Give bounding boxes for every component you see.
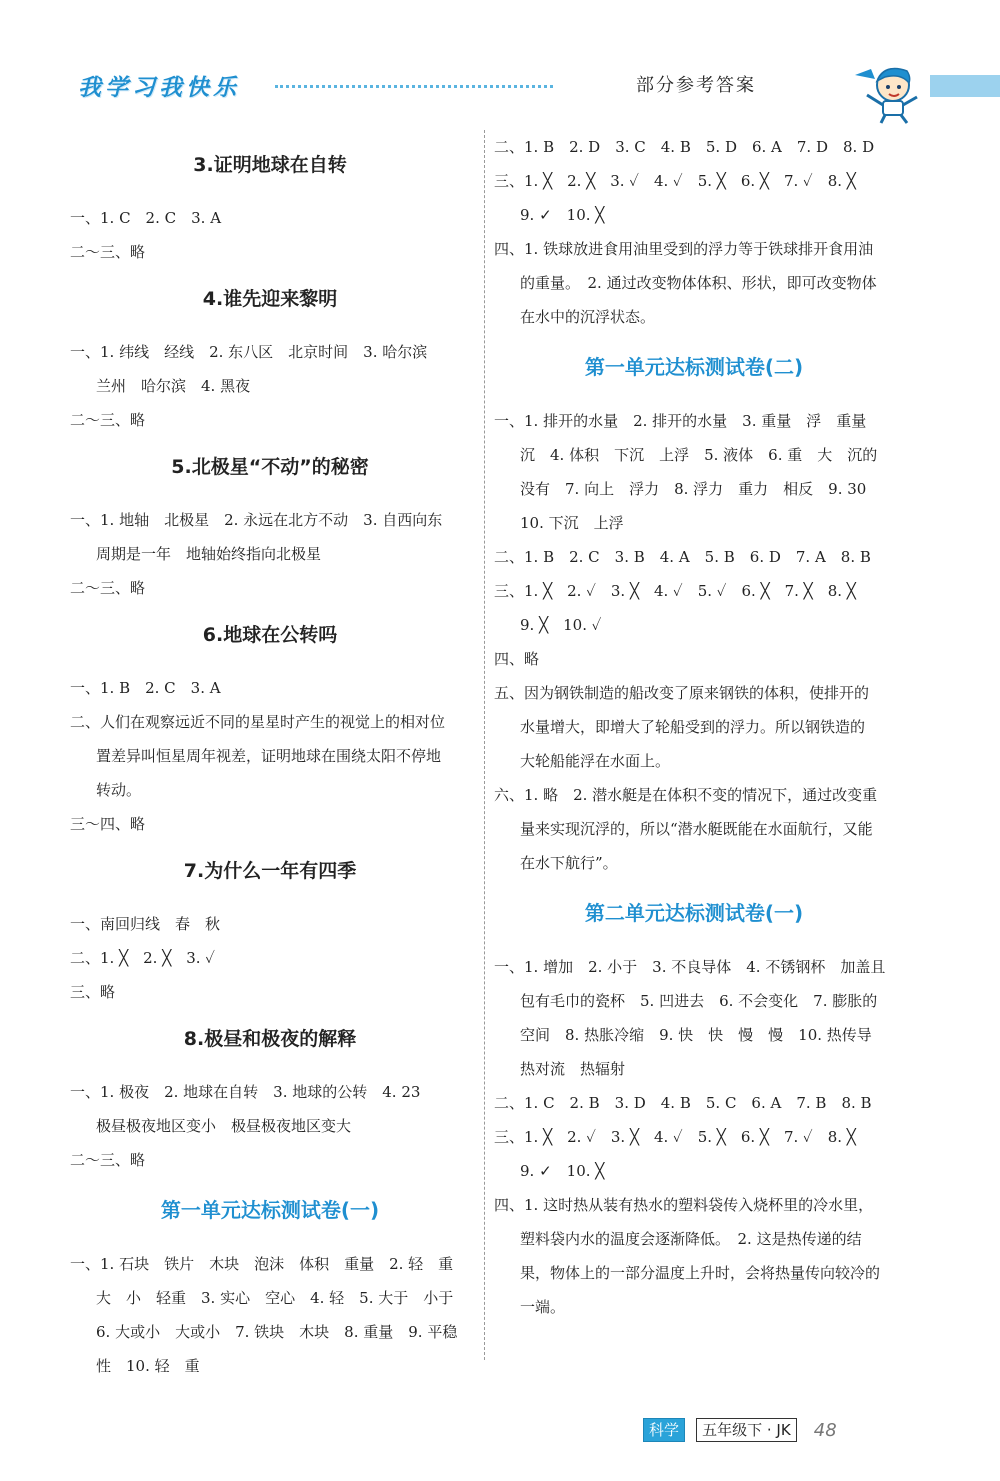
grade-badge: 五年级下 · JK <box>696 1418 797 1442</box>
answer-line: 二～三、略 <box>70 411 146 429</box>
answer-line-continued: 的重量。 2. 通过改变物体体积、形状，即可改变物体 <box>520 274 877 292</box>
header-title: 部分参考答案 <box>636 75 756 96</box>
answer-line: 四、1. 铁球放进食用油里受到的浮力等于铁球排开食用油 <box>494 240 874 258</box>
answer-line: 一、1. 极夜 2. 地球在自转 3. 地球的公转 4. 23 <box>70 1083 421 1101</box>
answer-line-continued: 没有 7. 向上 浮力 8. 浮力 重力 相反 9. 30 <box>520 480 867 498</box>
answer-line: 二～三、略 <box>70 1151 146 1169</box>
answer-line: 一、1. 纬线 经线 2. 东八区 北京时间 3. 哈尔滨 <box>70 343 428 361</box>
page-number: 48 <box>813 1419 837 1441</box>
lesson-heading: 8.极昼和极夜的解释 <box>183 1028 357 1050</box>
lesson-heading: 3.证明地球在自转 <box>193 154 347 176</box>
answer-line-continued: 空间 8. 热胀冷缩 9. 快 快 慢 慢 10. 热传导 <box>520 1026 872 1044</box>
page-footer <box>643 1418 837 1448</box>
answer-line-continued: 转动。 <box>96 781 142 799</box>
answer-line: 二、1. C 2. B 3. D 4. B 5. C 6. A 7. B 8. B <box>494 1094 872 1112</box>
answer-line: 三～四、略 <box>70 815 146 833</box>
left-column <box>70 135 470 1383</box>
lesson-heading: 5.北极星“不动”的秘密 <box>171 456 369 478</box>
unit-test-heading: 第一单元达标测试卷(二) <box>584 355 804 379</box>
answer-line-continued: 6. 大或小 大或小 7. 铁块 木块 8. 重量 9. 平稳 <box>96 1323 458 1341</box>
answer-line: 四、略 <box>494 650 540 668</box>
answer-line: 二、人们在观察远近不同的星星时产生的视觉上的相对位 <box>70 713 446 731</box>
lesson-heading: 7.为什么一年有四季 <box>183 860 357 882</box>
lesson-heading: 4.谁先迎来黎明 <box>202 288 338 310</box>
answer-line-continued: 在水中的沉浮状态。 <box>520 308 656 326</box>
answer-line-continued: 水量增大，即增大了轮船受到的浮力。所以钢铁造的 <box>520 718 866 736</box>
answer-line: 三、略 <box>70 983 116 1001</box>
right-column <box>494 130 894 1324</box>
lesson-heading: 6.地球在公转吗 <box>202 624 338 646</box>
answer-line: 一、1. 地轴 北极星 2. 永远在北方不动 3. 自西向东 <box>70 511 443 529</box>
answer-line: 二～三、略 <box>70 243 146 261</box>
answer-line-continued: 塑料袋内水的温度会逐渐降低。 2. 这是热传递的结 <box>520 1230 862 1248</box>
answer-line: 一、1. B 2. C 3. A <box>70 679 221 697</box>
unit-test-heading: 第二单元达标测试卷(一) <box>584 901 804 925</box>
answer-line: 六、1. 略 2. 潜水艇是在体积不变的情况下，通过改变重 <box>494 786 878 804</box>
answer-line-continued: 9. ✓ 10. ╳ <box>520 1162 605 1180</box>
answer-line-continued: 热对流 热辐射 <box>520 1060 626 1078</box>
answer-line-continued: 周期是一年 地轴始终指向北极星 <box>96 545 322 563</box>
answer-line: 一、1. 增加 2. 小于 3. 不良导体 4. 不锈钢杯 加盖且 <box>494 958 886 976</box>
answer-line: 一、南回归线 春 秋 <box>70 915 221 933</box>
subject-badge: 科学 <box>643 1418 685 1442</box>
answer-line-continued: 量来实现沉浮的，所以“潜水艇既能在水面航行，又能 <box>520 820 873 838</box>
answer-line-continued: 性 10. 轻 重 <box>96 1357 200 1375</box>
answer-line-continued: 沉 4. 体积 下沉 上浮 5. 液体 6. 重 大 沉的 <box>520 446 878 464</box>
answer-line-continued: 大轮船能浮在水面上。 <box>520 752 671 770</box>
answer-line: 二、1. B 2. C 3. B 4. A 5. B 6. D 7. A 8. B <box>494 548 871 566</box>
answer-line: 三、1. ╳ 2. ╳ 3. ✓ 4. ✓ 5. ╳ 6. ╳ 7. ✓ 8. ╳ <box>494 172 856 190</box>
answer-line: 二、1. B 2. D 3. C 4. B 5. D 6. A 7. D 8. D <box>494 138 875 156</box>
header-dotted-rule <box>275 85 553 92</box>
header-tab-bar <box>930 75 1000 97</box>
answer-line-continued: 包有毛巾的瓷杯 5. 凹进去 6. 不会变化 7. 膨胀的 <box>520 992 878 1010</box>
unit-test-heading: 第一单元达标测试卷(一) <box>160 1198 380 1222</box>
answer-line-continued: 9. ╳ 10. ✓ <box>520 616 602 634</box>
answer-line-continued: 兰州 哈尔滨 4. 黑夜 <box>96 377 251 395</box>
answer-line-continued: 极昼极夜地区变小 极昼极夜地区变大 <box>96 1117 352 1135</box>
answer-line: 二～三、略 <box>70 579 146 597</box>
answer-line-continued: 果，物体上的一部分温度上升时，会将热量传向较冷的 <box>520 1264 881 1282</box>
answer-line: 四、1. 这时热从装有热水的塑料袋传入烧杯里的冷水里， <box>494 1196 874 1214</box>
answer-line: 五、因为钢铁制造的船改变了原来钢铁的体积，使排开的 <box>494 684 870 702</box>
answer-line-continued: 在水下航行”。 <box>520 854 618 872</box>
column-divider <box>484 130 485 1360</box>
answer-line-continued: 大 小 轻重 3. 实心 空心 4. 轻 5. 大于 小于 <box>96 1289 454 1307</box>
answer-line: 一、1. 排开的水量 2. 排开的水量 3. 重量 浮 重量 <box>494 412 867 430</box>
answer-line-continued: 一端。 <box>520 1298 566 1316</box>
answer-line: 三、1. ╳ 2. ✓ 3. ╳ 4. ✓ 5. ✓ 6. ╳ 7. ╳ 8. ╳ <box>494 582 856 600</box>
answer-line: 三、1. ╳ 2. ✓ 3. ╳ 4. ✓ 5. ╳ 6. ╳ 7. ✓ 8. ╳ <box>494 1128 856 1146</box>
answer-line-continued: 置差异叫恒星周年视差，证明地球在围绕太阳不停地 <box>96 747 442 765</box>
answer-line: 一、1. 石块 铁片 木块 泡沫 体积 重量 2. 轻 重 <box>70 1255 454 1273</box>
answer-line-continued: 9. ✓ 10. ╳ <box>520 206 605 224</box>
answer-line: 一、1. C 2. C 3. A <box>70 209 222 227</box>
banner-slogan: 我学习我快乐 <box>78 75 240 101</box>
mascot-boy-icon <box>845 55 930 125</box>
answer-line: 二、1. ╳ 2. ╳ 3. ✓ <box>70 949 215 967</box>
page-header <box>0 55 1000 125</box>
answer-line-continued: 10. 下沉 上浮 <box>520 514 624 532</box>
